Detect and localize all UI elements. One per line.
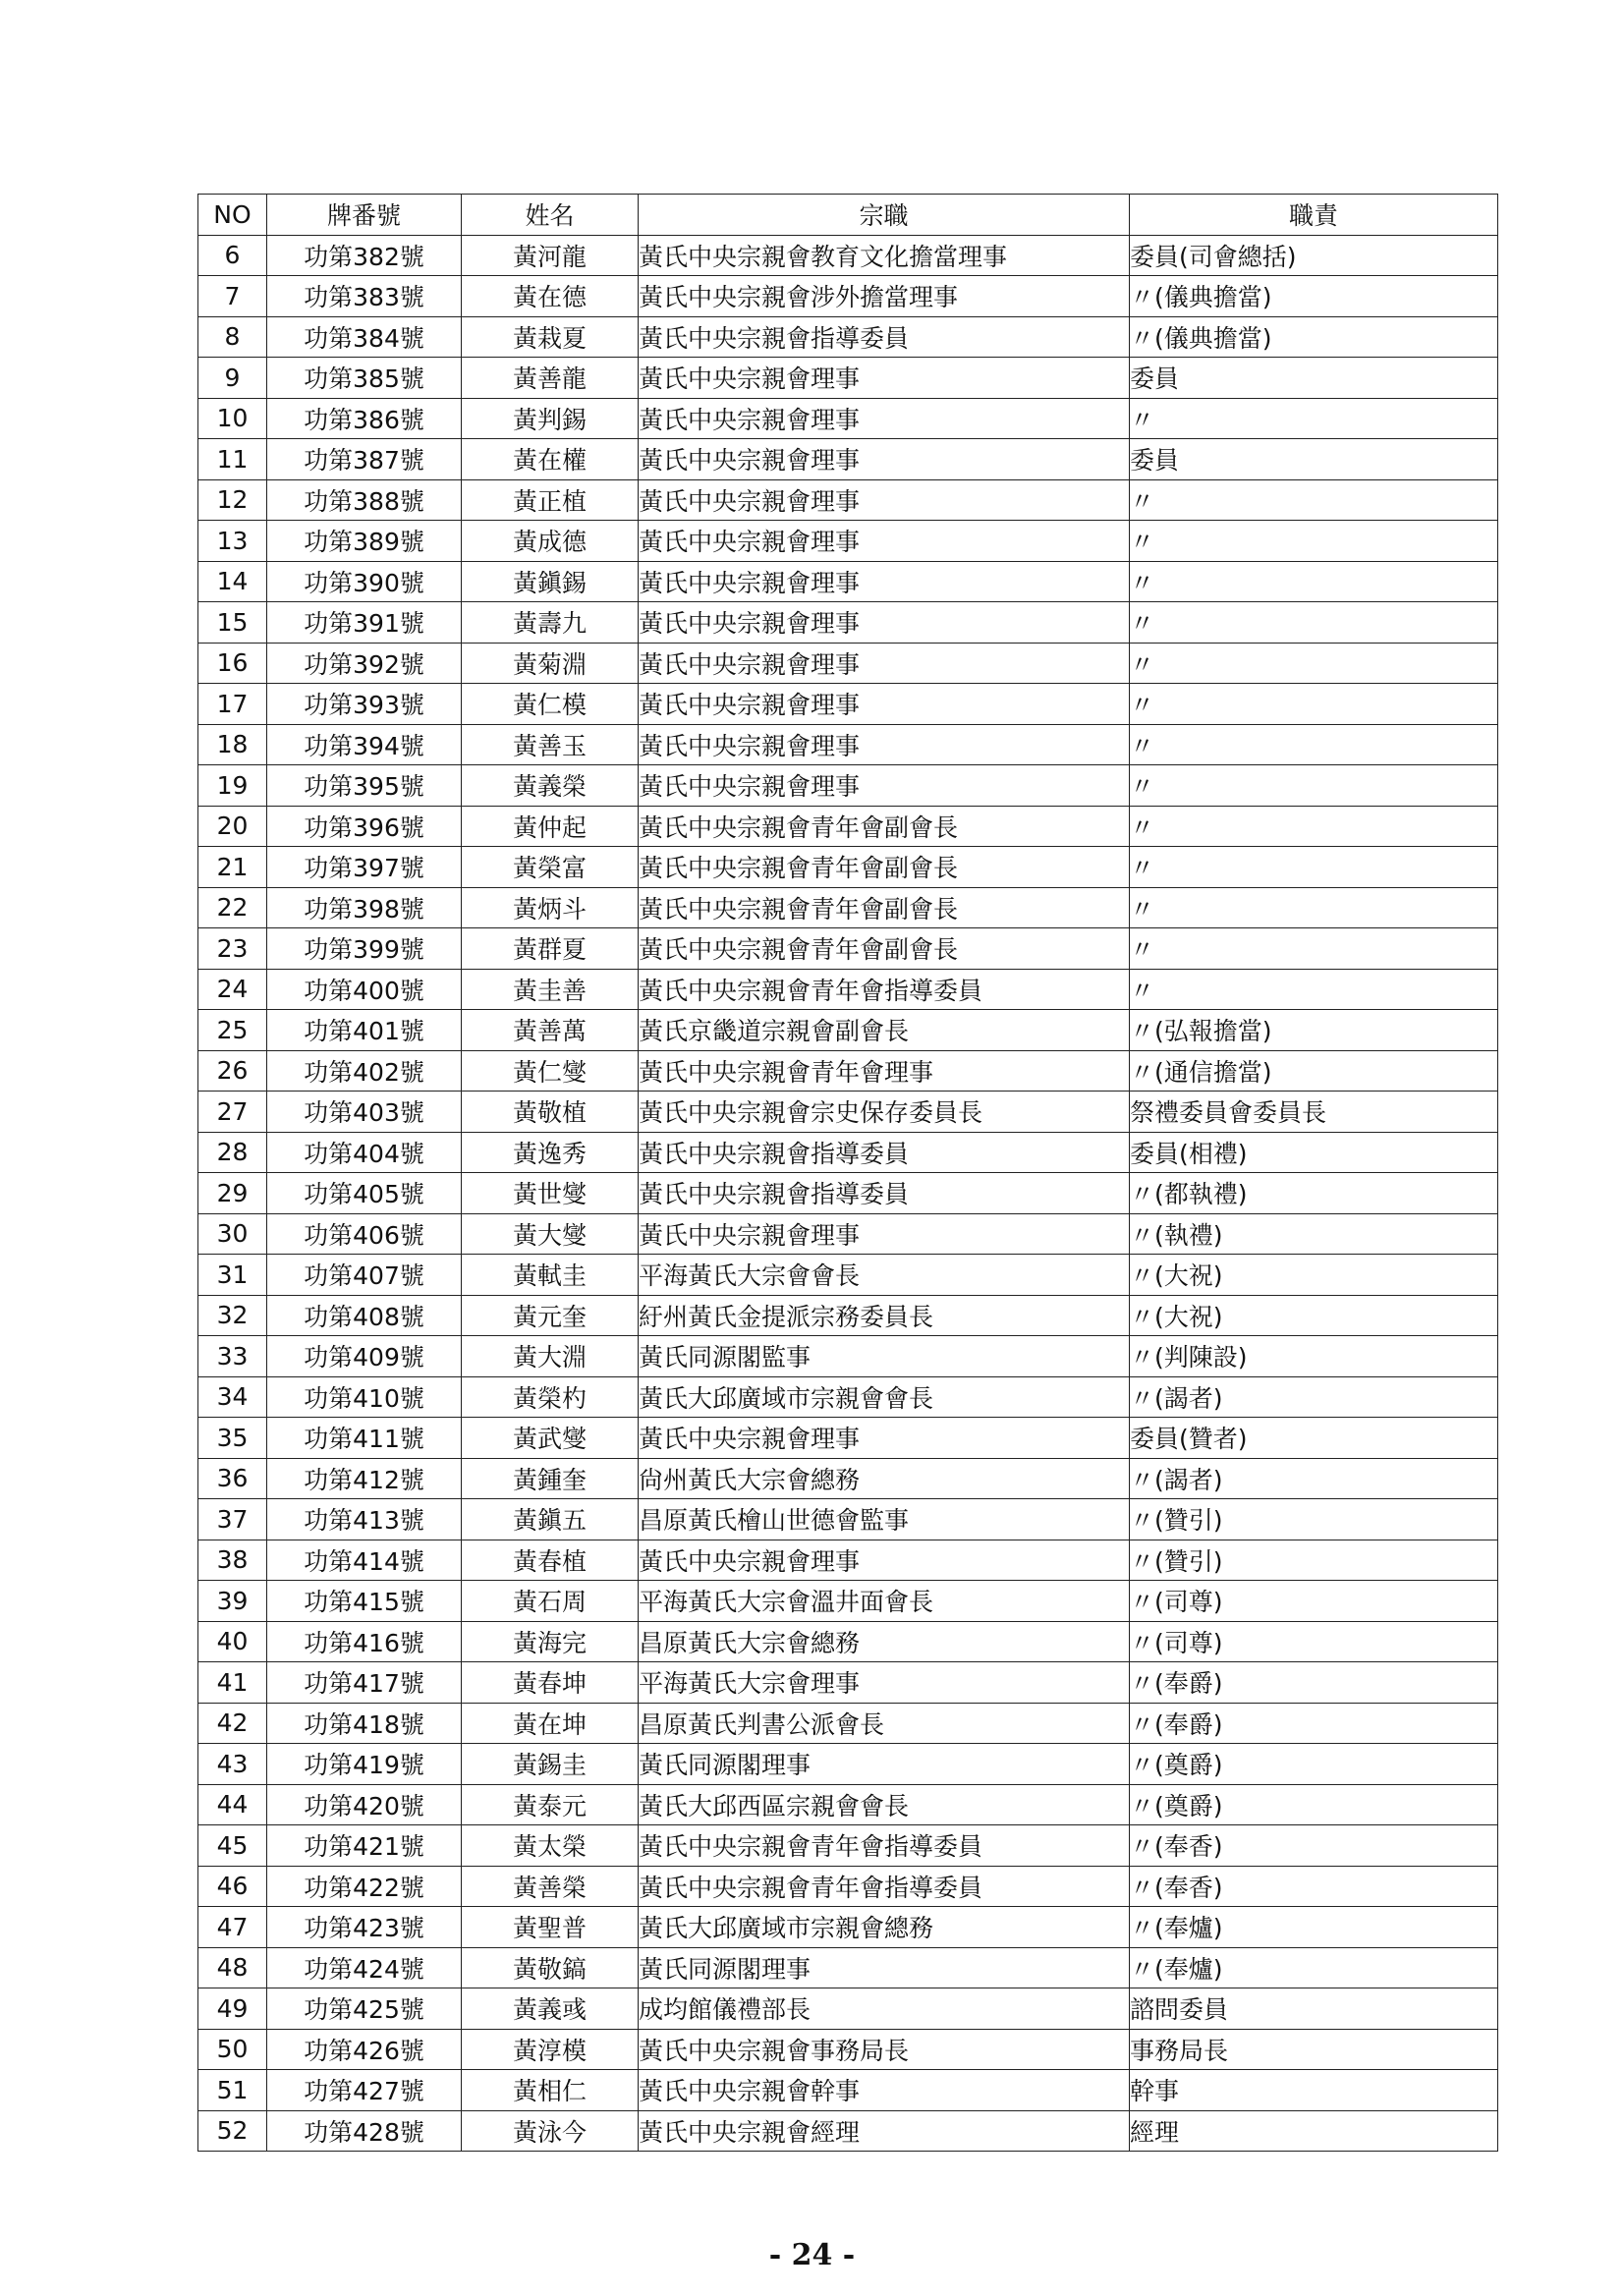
cell-clan-position: 黃氏中央宗親會指導委員 xyxy=(639,316,1130,358)
cell-name: 黃軾圭 xyxy=(462,1255,639,1296)
table-row xyxy=(198,2110,1498,2152)
cell-plate-number: 功第408號 xyxy=(267,1295,462,1336)
table-row xyxy=(198,2029,1498,2070)
cell-plate-number: 功第409號 xyxy=(267,1336,462,1377)
cell-plate-number: 功第399號 xyxy=(267,928,462,970)
page-number: - 24 - xyxy=(768,2238,856,2272)
cell-clan-position: 黃氏中央宗親會青年會指導委員 xyxy=(639,1825,1130,1867)
cell-plate-number: 功第419號 xyxy=(267,1744,462,1785)
cell-duty: 委員(相禮) xyxy=(1130,1132,1498,1173)
table-row xyxy=(198,1010,1498,1051)
cell-no: 27 xyxy=(198,1092,267,1133)
cell-duty: 〃 xyxy=(1130,724,1498,765)
cell-duty: 〃 xyxy=(1130,561,1498,602)
cell-no: 6 xyxy=(198,235,267,276)
cell-no: 24 xyxy=(198,969,267,1010)
cell-plate-number: 功第403號 xyxy=(267,1092,462,1133)
cell-clan-position: 黃氏中央宗親會青年會副會長 xyxy=(639,887,1130,928)
cell-duty: 〃(謁者) xyxy=(1130,1458,1498,1499)
cell-name: 黃圭善 xyxy=(462,969,639,1010)
cell-name: 黃義榮 xyxy=(462,765,639,807)
cell-plate-number: 功第425號 xyxy=(267,1988,462,2030)
cell-duty: 〃(都執禮) xyxy=(1130,1173,1498,1214)
table-row xyxy=(198,1866,1498,1907)
cell-duty: 委員(司會總括) xyxy=(1130,235,1498,276)
cell-name: 黃仁模 xyxy=(462,684,639,725)
cell-no: 19 xyxy=(198,765,267,807)
cell-name: 黃敬植 xyxy=(462,1092,639,1133)
header-plate-number: 牌番號 xyxy=(267,195,462,236)
cell-duty: 經理 xyxy=(1130,2110,1498,2152)
cell-plate-number: 功第396號 xyxy=(267,806,462,847)
table-row xyxy=(198,1255,1498,1296)
cell-name: 黃善龍 xyxy=(462,358,639,399)
cell-name: 黃善玉 xyxy=(462,724,639,765)
cell-plate-number: 功第426號 xyxy=(267,2029,462,2070)
cell-no: 45 xyxy=(198,1825,267,1867)
table-row xyxy=(198,887,1498,928)
cell-name: 黃鍾奎 xyxy=(462,1458,639,1499)
cell-plate-number: 功第424號 xyxy=(267,1947,462,1988)
cell-duty: 〃(通信擔當) xyxy=(1130,1050,1498,1092)
cell-no: 31 xyxy=(198,1255,267,1296)
cell-plate-number: 功第386號 xyxy=(267,398,462,439)
cell-clan-position: 黃氏中央宗親會理事 xyxy=(639,358,1130,399)
cell-no: 43 xyxy=(198,1744,267,1785)
cell-no: 26 xyxy=(198,1050,267,1092)
cell-no: 20 xyxy=(198,806,267,847)
cell-plate-number: 功第421號 xyxy=(267,1825,462,1867)
cell-plate-number: 功第411號 xyxy=(267,1418,462,1459)
cell-name: 黃河龍 xyxy=(462,235,639,276)
table-row xyxy=(198,358,1498,399)
cell-no: 29 xyxy=(198,1173,267,1214)
cell-no: 25 xyxy=(198,1010,267,1051)
cell-duty: 〃(奉爐) xyxy=(1130,1947,1498,1988)
cell-no: 28 xyxy=(198,1132,267,1173)
cell-clan-position: 黃氏中央宗親會青年會指導委員 xyxy=(639,969,1130,1010)
table-row xyxy=(198,1662,1498,1704)
cell-name: 黃善榮 xyxy=(462,1866,639,1907)
table-row xyxy=(198,1621,1498,1662)
cell-clan-position: 黃氏中央宗親會理事 xyxy=(639,602,1130,644)
cell-plate-number: 功第400號 xyxy=(267,969,462,1010)
cell-clan-position: 黃氏同源閣監事 xyxy=(639,1336,1130,1377)
cell-no: 15 xyxy=(198,602,267,644)
cell-duty: 〃(奠爵) xyxy=(1130,1744,1498,1785)
cell-plate-number: 功第384號 xyxy=(267,316,462,358)
cell-name: 黃武燮 xyxy=(462,1418,639,1459)
cell-no: 33 xyxy=(198,1336,267,1377)
cell-plate-number: 功第398號 xyxy=(267,887,462,928)
table-row xyxy=(198,1581,1498,1622)
cell-name: 黃淳模 xyxy=(462,2029,639,2070)
cell-name: 黃大淵 xyxy=(462,1336,639,1377)
cell-duty: 〃 xyxy=(1130,684,1498,725)
cell-duty: 〃(奉爵) xyxy=(1130,1703,1498,1744)
cell-plate-number: 功第390號 xyxy=(267,561,462,602)
table-row xyxy=(198,765,1498,807)
cell-no: 46 xyxy=(198,1866,267,1907)
cell-name: 黃善萬 xyxy=(462,1010,639,1051)
cell-clan-position: 黃氏中央宗親會青年會理事 xyxy=(639,1050,1130,1092)
cell-name: 黃義彧 xyxy=(462,1988,639,2030)
cell-duty: 〃(儀典擔當) xyxy=(1130,276,1498,317)
cell-name: 黃元奎 xyxy=(462,1295,639,1336)
cell-no: 32 xyxy=(198,1295,267,1336)
cell-clan-position: 黃氏中央宗親會宗史保存委員長 xyxy=(639,1092,1130,1133)
cell-plate-number: 功第392號 xyxy=(267,643,462,684)
cell-name: 黃正植 xyxy=(462,479,639,521)
cell-name: 黃仲起 xyxy=(462,806,639,847)
cell-name: 黃太榮 xyxy=(462,1825,639,1867)
cell-plate-number: 功第420號 xyxy=(267,1784,462,1825)
cell-no: 11 xyxy=(198,439,267,480)
cell-plate-number: 功第404號 xyxy=(267,1132,462,1173)
cell-name: 黃春坤 xyxy=(462,1662,639,1704)
cell-duty: 〃(判陳設) xyxy=(1130,1336,1498,1377)
cell-name: 黃逸秀 xyxy=(462,1132,639,1173)
cell-duty: 〃(奉香) xyxy=(1130,1825,1498,1867)
cell-duty: 〃(奠爵) xyxy=(1130,1784,1498,1825)
cell-plate-number: 功第428號 xyxy=(267,2110,462,2152)
table-row xyxy=(198,1540,1498,1581)
cell-no: 34 xyxy=(198,1376,267,1418)
table-row xyxy=(198,1336,1498,1377)
cell-clan-position: 黃氏中央宗親會理事 xyxy=(639,1418,1130,1459)
cell-duty: 〃(大祝) xyxy=(1130,1255,1498,1296)
table-row xyxy=(198,643,1498,684)
cell-clan-position: 黃氏同源閣理事 xyxy=(639,1947,1130,1988)
cell-clan-position: 成均館儀禮部長 xyxy=(639,1988,1130,2030)
cell-name: 黃世燮 xyxy=(462,1173,639,1214)
cell-plate-number: 功第417號 xyxy=(267,1662,462,1704)
header-duty: 職責 xyxy=(1130,195,1498,236)
cell-name: 黃泰元 xyxy=(462,1784,639,1825)
cell-clan-position: 黃氏中央宗親會理事 xyxy=(639,561,1130,602)
cell-no: 23 xyxy=(198,928,267,970)
cell-name: 黃在坤 xyxy=(462,1703,639,1744)
cell-no: 47 xyxy=(198,1907,267,1948)
cell-duty: 〃 xyxy=(1130,847,1498,888)
cell-plate-number: 功第412號 xyxy=(267,1458,462,1499)
table-body xyxy=(198,235,1498,2152)
cell-duty: 諮問委員 xyxy=(1130,1988,1498,2030)
cell-no: 39 xyxy=(198,1581,267,1622)
cell-clan-position: 黃氏同源閣理事 xyxy=(639,1744,1130,1785)
cell-clan-position: 黃氏中央宗親會理事 xyxy=(639,1213,1130,1255)
cell-no: 42 xyxy=(198,1703,267,1744)
cell-no: 21 xyxy=(198,847,267,888)
cell-duty: 〃 xyxy=(1130,398,1498,439)
cell-no: 22 xyxy=(198,887,267,928)
cell-plate-number: 功第413號 xyxy=(267,1499,462,1540)
table-row xyxy=(198,1376,1498,1418)
cell-duty: 祭禮委員會委員長 xyxy=(1130,1092,1498,1133)
cell-name: 黃石周 xyxy=(462,1581,639,1622)
cell-no: 52 xyxy=(198,2110,267,2152)
cell-clan-position: 黃氏中央宗親會理事 xyxy=(639,439,1130,480)
table-row xyxy=(198,1050,1498,1092)
table-row xyxy=(198,1907,1498,1948)
cell-name: 黃春植 xyxy=(462,1540,639,1581)
cell-clan-position: 黃氏中央宗親會青年會副會長 xyxy=(639,806,1130,847)
cell-clan-position: 黃氏中央宗親會理事 xyxy=(639,724,1130,765)
cell-clan-position: 黃氏中央宗親會指導委員 xyxy=(639,1132,1130,1173)
cell-plate-number: 功第394號 xyxy=(267,724,462,765)
cell-plate-number: 功第395號 xyxy=(267,765,462,807)
cell-duty: 〃 xyxy=(1130,887,1498,928)
cell-no: 16 xyxy=(198,643,267,684)
cell-duty: 幹事 xyxy=(1130,2070,1498,2111)
table-row xyxy=(198,276,1498,317)
table-row xyxy=(198,602,1498,644)
cell-clan-position: 黃氏中央宗親會教育文化擔當理事 xyxy=(639,235,1130,276)
table-row xyxy=(198,561,1498,602)
cell-clan-position: 紆州黃氏金提派宗務委員長 xyxy=(639,1295,1130,1336)
cell-plate-number: 功第388號 xyxy=(267,479,462,521)
header-name: 姓名 xyxy=(462,195,639,236)
cell-name: 黃在權 xyxy=(462,439,639,480)
cell-clan-position: 黃氏中央宗親會經理 xyxy=(639,2110,1130,2152)
cell-clan-position: 黃氏中央宗親會理事 xyxy=(639,398,1130,439)
cell-plate-number: 功第389號 xyxy=(267,521,462,562)
cell-plate-number: 功第410號 xyxy=(267,1376,462,1418)
cell-no: 41 xyxy=(198,1662,267,1704)
cell-duty: 〃 xyxy=(1130,806,1498,847)
table-row xyxy=(198,316,1498,358)
cell-duty: 〃 xyxy=(1130,765,1498,807)
cell-plate-number: 功第385號 xyxy=(267,358,462,399)
cell-name: 黃榮富 xyxy=(462,847,639,888)
table-row xyxy=(198,1947,1498,1988)
cell-plate-number: 功第387號 xyxy=(267,439,462,480)
table-header-row xyxy=(198,195,1498,236)
cell-name: 黃菊淵 xyxy=(462,643,639,684)
cell-clan-position: 黃氏中央宗親會理事 xyxy=(639,765,1130,807)
cell-plate-number: 功第423號 xyxy=(267,1907,462,1948)
cell-duty: 〃 xyxy=(1130,643,1498,684)
cell-name: 黃在德 xyxy=(462,276,639,317)
cell-plate-number: 功第383號 xyxy=(267,276,462,317)
cell-duty: 委員 xyxy=(1130,358,1498,399)
table-row xyxy=(198,1295,1498,1336)
cell-no: 8 xyxy=(198,316,267,358)
cell-clan-position: 尙州黃氏大宗會總務 xyxy=(639,1458,1130,1499)
cell-duty: 委員(贊者) xyxy=(1130,1418,1498,1459)
table-row xyxy=(198,398,1498,439)
cell-name: 黃成德 xyxy=(462,521,639,562)
table-row xyxy=(198,969,1498,1010)
table-row xyxy=(198,724,1498,765)
cell-plate-number: 功第405號 xyxy=(267,1173,462,1214)
cell-duty: 事務局長 xyxy=(1130,2029,1498,2070)
member-table xyxy=(197,194,1498,2152)
table-row xyxy=(198,1825,1498,1867)
table-row xyxy=(198,1784,1498,1825)
cell-name: 黃相仁 xyxy=(462,2070,639,2111)
cell-clan-position: 黃氏中央宗親會青年會副會長 xyxy=(639,847,1130,888)
cell-duty: 〃(儀典擔當) xyxy=(1130,316,1498,358)
cell-name: 黃判錫 xyxy=(462,398,639,439)
cell-duty: 委員 xyxy=(1130,439,1498,480)
cell-no: 44 xyxy=(198,1784,267,1825)
cell-clan-position: 平海黃氏大宗會會長 xyxy=(639,1255,1130,1296)
table-row xyxy=(198,1703,1498,1744)
cell-clan-position: 黃氏中央宗親會理事 xyxy=(639,1540,1130,1581)
cell-name: 黃錫圭 xyxy=(462,1744,639,1785)
table-row xyxy=(198,1418,1498,1459)
cell-name: 黃仁燮 xyxy=(462,1050,639,1092)
table-row xyxy=(198,1092,1498,1133)
cell-duty: 〃 xyxy=(1130,479,1498,521)
table-row xyxy=(198,1132,1498,1173)
cell-no: 40 xyxy=(198,1621,267,1662)
cell-no: 51 xyxy=(198,2070,267,2111)
cell-no: 36 xyxy=(198,1458,267,1499)
cell-name: 黃榮杓 xyxy=(462,1376,639,1418)
cell-duty: 〃 xyxy=(1130,521,1498,562)
table-row xyxy=(198,684,1498,725)
table-row xyxy=(198,1173,1498,1214)
cell-plate-number: 功第416號 xyxy=(267,1621,462,1662)
cell-name: 黃群夏 xyxy=(462,928,639,970)
cell-plate-number: 功第401號 xyxy=(267,1010,462,1051)
cell-plate-number: 功第427號 xyxy=(267,2070,462,2111)
cell-duty: 〃 xyxy=(1130,602,1498,644)
cell-no: 49 xyxy=(198,1988,267,2030)
cell-plate-number: 功第422號 xyxy=(267,1866,462,1907)
cell-clan-position: 平海黃氏大宗會溫井面會長 xyxy=(639,1581,1130,1622)
cell-no: 13 xyxy=(198,521,267,562)
cell-duty: 〃(謁者) xyxy=(1130,1376,1498,1418)
cell-clan-position: 黃氏中央宗親會青年會副會長 xyxy=(639,928,1130,970)
cell-clan-position: 昌原黃氏大宗會總務 xyxy=(639,1621,1130,1662)
cell-no: 9 xyxy=(198,358,267,399)
cell-duty: 〃(司尊) xyxy=(1130,1621,1498,1662)
cell-clan-position: 昌原黃氏判書公派會長 xyxy=(639,1703,1130,1744)
cell-duty: 〃(贊引) xyxy=(1130,1540,1498,1581)
cell-no: 14 xyxy=(198,561,267,602)
header-clan-position: 宗職 xyxy=(639,195,1130,236)
cell-name: 黃壽九 xyxy=(462,602,639,644)
cell-plate-number: 功第382號 xyxy=(267,235,462,276)
table-row xyxy=(198,1988,1498,2030)
cell-no: 10 xyxy=(198,398,267,439)
cell-plate-number: 功第402號 xyxy=(267,1050,462,1092)
cell-no: 37 xyxy=(198,1499,267,1540)
cell-plate-number: 功第414號 xyxy=(267,1540,462,1581)
cell-no: 12 xyxy=(198,479,267,521)
cell-clan-position: 黃氏中央宗親會理事 xyxy=(639,684,1130,725)
cell-clan-position: 黃氏中央宗親會青年會指導委員 xyxy=(639,1866,1130,1907)
table-row xyxy=(198,1458,1498,1499)
table-row xyxy=(198,1213,1498,1255)
cell-plate-number: 功第397號 xyxy=(267,847,462,888)
cell-plate-number: 功第391號 xyxy=(267,602,462,644)
cell-duty: 〃(贊引) xyxy=(1130,1499,1498,1540)
cell-no: 38 xyxy=(198,1540,267,1581)
cell-name: 黃鎭錫 xyxy=(462,561,639,602)
cell-no: 35 xyxy=(198,1418,267,1459)
cell-clan-position: 黃氏中央宗親會理事 xyxy=(639,643,1130,684)
cell-no: 7 xyxy=(198,276,267,317)
cell-no: 48 xyxy=(198,1947,267,1988)
table-row xyxy=(198,521,1498,562)
cell-duty: 〃(奉爐) xyxy=(1130,1907,1498,1948)
cell-clan-position: 黃氏中央宗親會幹事 xyxy=(639,2070,1130,2111)
cell-name: 黃栽夏 xyxy=(462,316,639,358)
cell-clan-position: 平海黃氏大宗會理事 xyxy=(639,1662,1130,1704)
cell-duty: 〃(執禮) xyxy=(1130,1213,1498,1255)
cell-name: 黃泳今 xyxy=(462,2110,639,2152)
table-row xyxy=(198,847,1498,888)
cell-duty: 〃(奉香) xyxy=(1130,1866,1498,1907)
cell-clan-position: 黃氏大邱西區宗親會會長 xyxy=(639,1784,1130,1825)
cell-name: 黃鎭五 xyxy=(462,1499,639,1540)
cell-clan-position: 黃氏中央宗親會理事 xyxy=(639,521,1130,562)
cell-duty: 〃(司尊) xyxy=(1130,1581,1498,1622)
cell-name: 黃聖普 xyxy=(462,1907,639,1948)
cell-clan-position: 黃氏中央宗親會涉外擔當理事 xyxy=(639,276,1130,317)
cell-duty: 〃(大祝) xyxy=(1130,1295,1498,1336)
table-row xyxy=(198,479,1498,521)
cell-no: 30 xyxy=(198,1213,267,1255)
cell-duty: 〃(弘報擔當) xyxy=(1130,1010,1498,1051)
cell-plate-number: 功第418號 xyxy=(267,1703,462,1744)
cell-plate-number: 功第393號 xyxy=(267,684,462,725)
table-row xyxy=(198,1744,1498,1785)
cell-plate-number: 功第406號 xyxy=(267,1213,462,1255)
cell-clan-position: 黃氏中央宗親會理事 xyxy=(639,479,1130,521)
cell-plate-number: 功第407號 xyxy=(267,1255,462,1296)
cell-name: 黃敬鎬 xyxy=(462,1947,639,1988)
cell-duty: 〃 xyxy=(1130,928,1498,970)
cell-duty: 〃(奉爵) xyxy=(1130,1662,1498,1704)
cell-clan-position: 黃氏大邱廣域市宗親會總務 xyxy=(639,1907,1130,1948)
cell-name: 黃炳斗 xyxy=(462,887,639,928)
cell-clan-position: 昌原黃氏檜山世德會監事 xyxy=(639,1499,1130,1540)
cell-clan-position: 黃氏中央宗親會指導委員 xyxy=(639,1173,1130,1214)
table-row xyxy=(198,439,1498,480)
cell-clan-position: 黃氏中央宗親會事務局長 xyxy=(639,2029,1130,2070)
cell-clan-position: 黃氏京畿道宗親會副會長 xyxy=(639,1010,1130,1051)
table-row xyxy=(198,806,1498,847)
cell-duty: 〃 xyxy=(1130,969,1498,1010)
table-row xyxy=(198,2070,1498,2111)
header-no: NO xyxy=(198,195,267,236)
cell-plate-number: 功第415號 xyxy=(267,1581,462,1622)
cell-no: 50 xyxy=(198,2029,267,2070)
table-row xyxy=(198,235,1498,276)
cell-name: 黃海完 xyxy=(462,1621,639,1662)
cell-name: 黃大燮 xyxy=(462,1213,639,1255)
cell-no: 17 xyxy=(198,684,267,725)
cell-clan-position: 黃氏大邱廣域市宗親會會長 xyxy=(639,1376,1130,1418)
table-row xyxy=(198,928,1498,970)
table-row xyxy=(198,1499,1498,1540)
cell-no: 18 xyxy=(198,724,267,765)
